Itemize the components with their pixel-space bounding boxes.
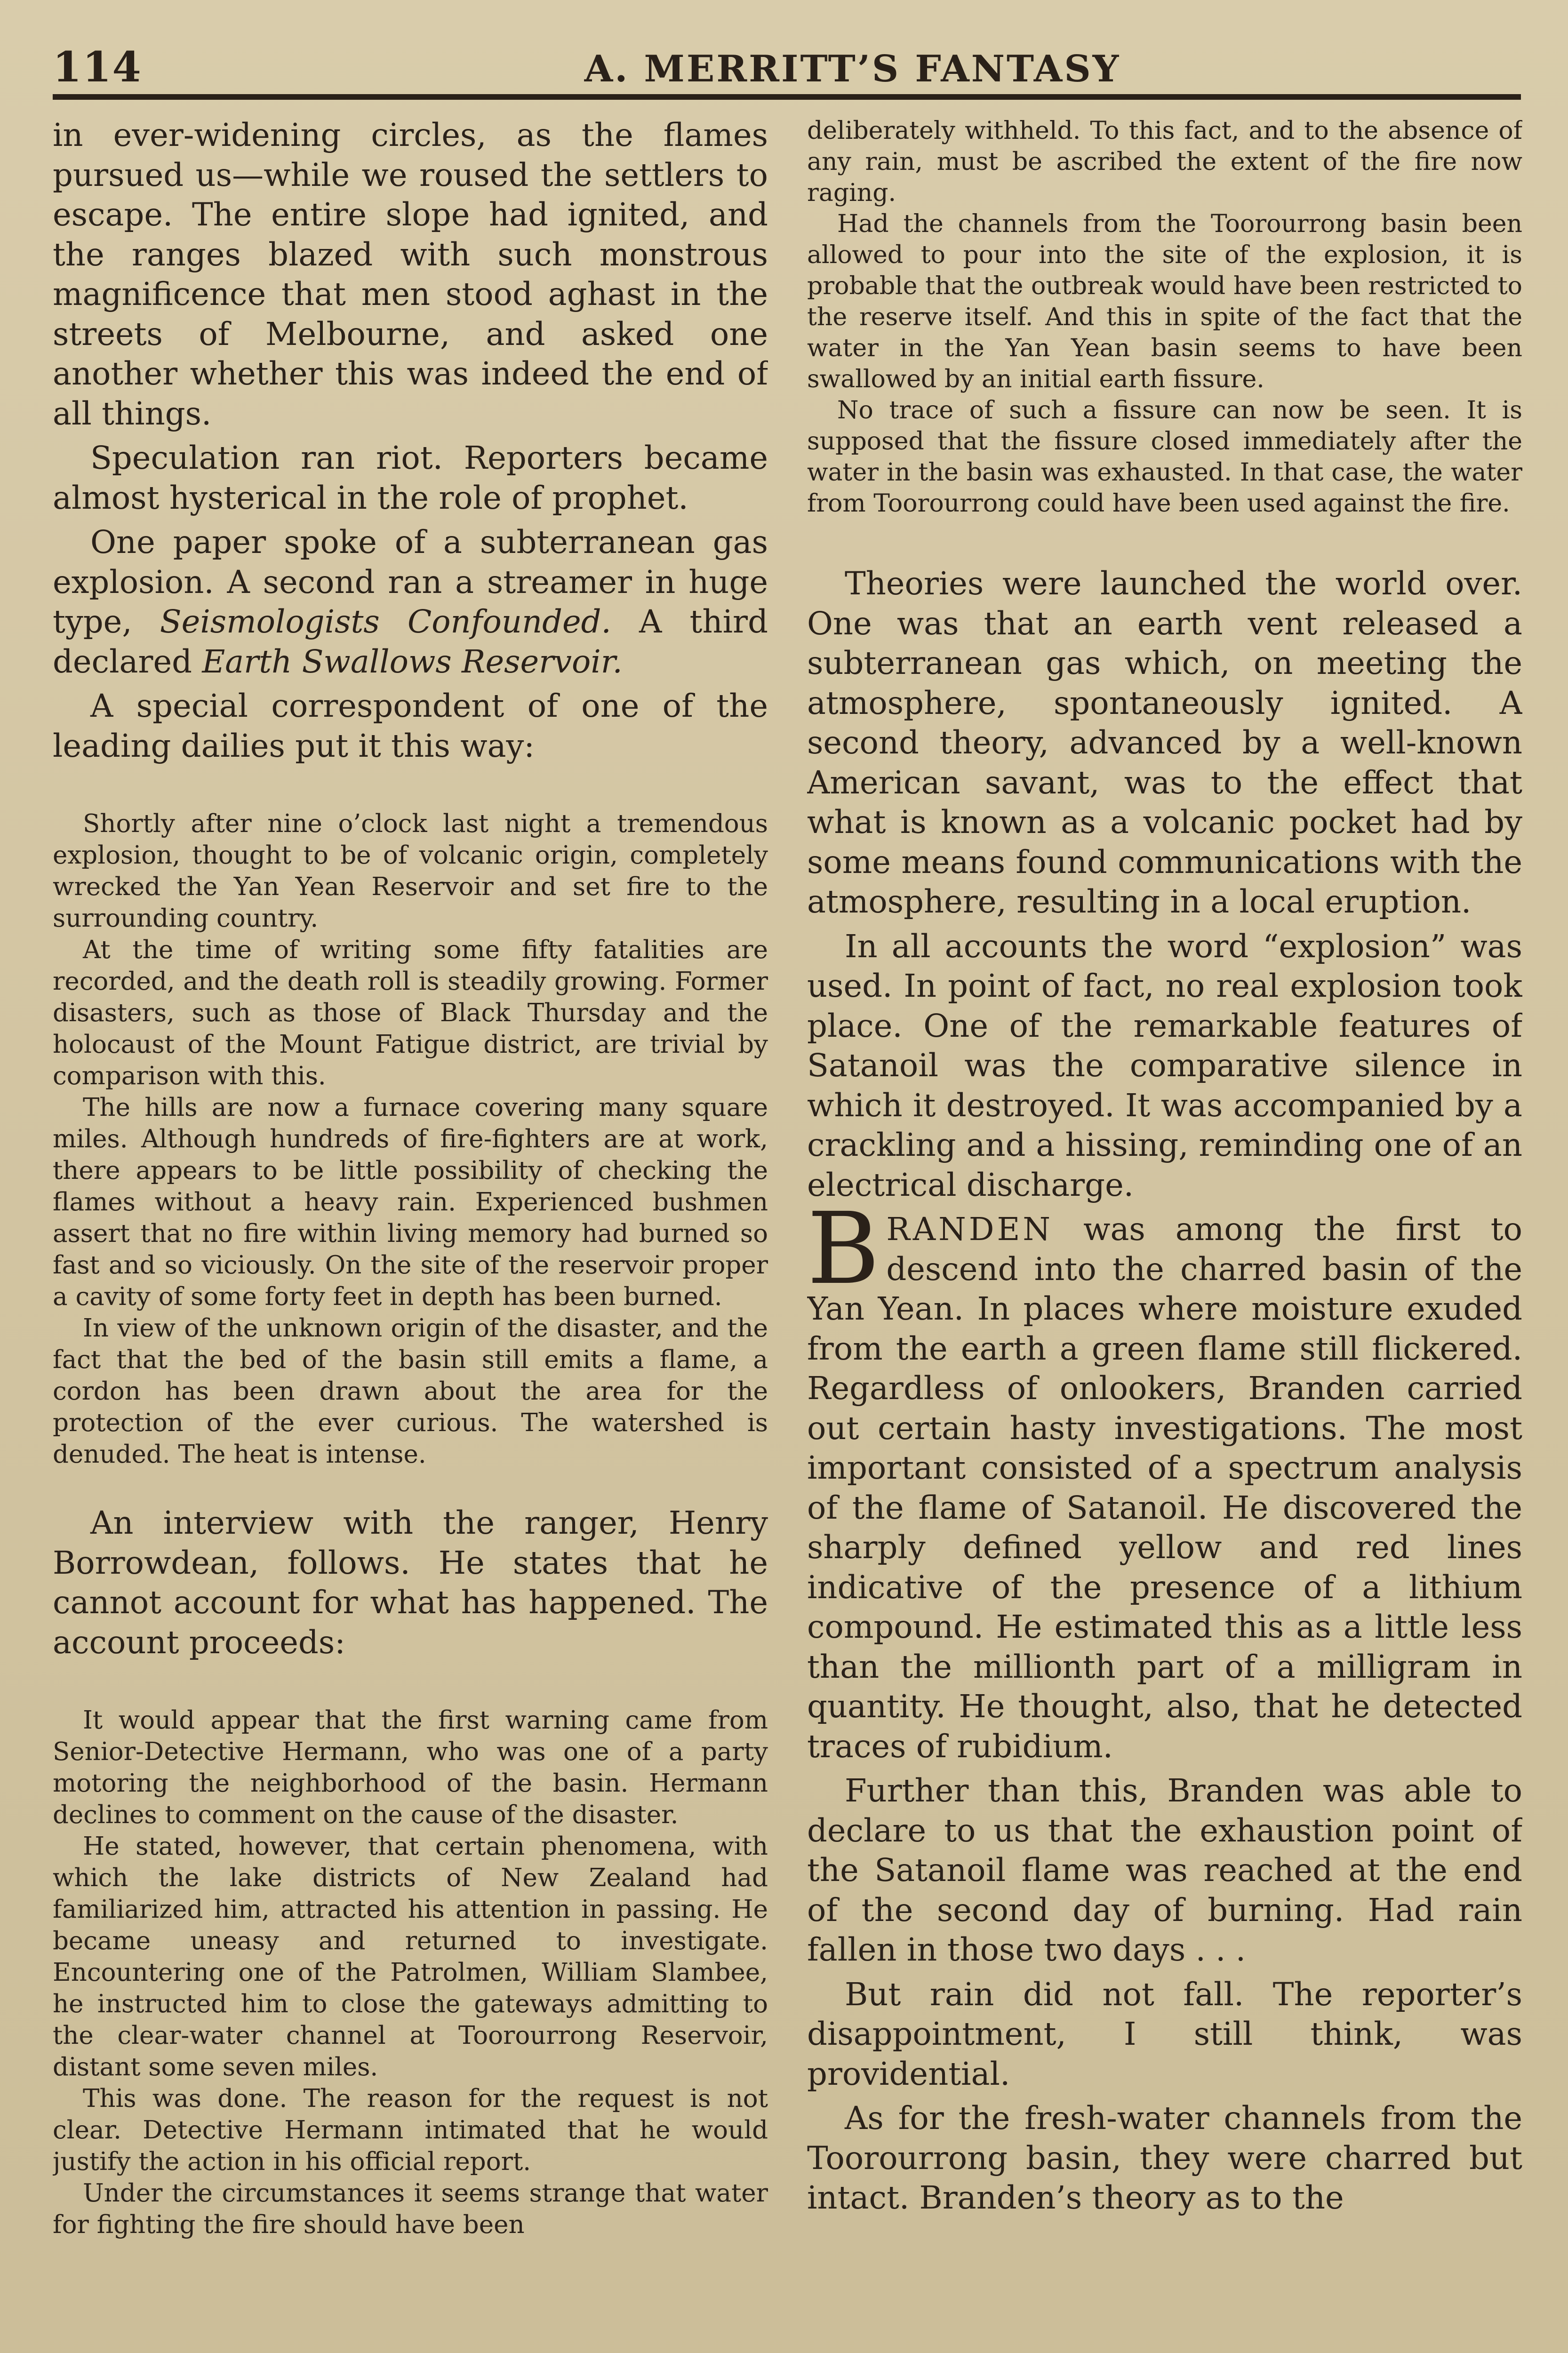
- newspaper-quote: [53, 808, 768, 1470]
- page-number: 114: [53, 42, 142, 91]
- section-paragraph: [807, 1191, 1522, 1766]
- drop-cap: B: [807, 1191, 880, 1306]
- small-caps-word: RANDEN: [886, 1211, 1054, 1248]
- paragraph: A special correspondent of one of the leading dailies put it this way:: [53, 688, 768, 764]
- paragraph: An interview with the ranger, Henry Borrowdean, follows. He states that he cannot account for what has happened. The account proceeds:: [53, 1505, 768, 1661]
- headline-title: Earth Swallows Reservoir.: [202, 643, 623, 680]
- paragraph-text: A third declared: [53, 603, 768, 680]
- paragraph-text: was among the first to descend into the charred basin of the Yan Yean. In places where moisture exuded from the earth a green flame still flickered. Regardless of onlookers, Branden carried out certain hasty investigations. The most important consisted of a spectrum analysis of the flame of Satanoil. He discovered the sharply defined yellow and red lines indicative of the presence of a lithium compound. He estimated this as a little less than the millionth part of a milligram in quantity. He thought, also, that he detected traces of rubidium.: [807, 1211, 1522, 1765]
- paragraph-text: One paper spoke of a subterranean gas explosion. A second ran a streamer in huge type,: [53, 524, 768, 640]
- quote-paragraph: Under the circumstances it seems strange that water for fighting the fire should have been: [53, 2179, 768, 2239]
- paragraph: As for the fresh-water channels from the Toorourrong basin, they were charred but intact. Branden’s theory as to the: [807, 2100, 1522, 2216]
- quote-paragraph: Shortly after nine o’clock last night a tremendous explosion, thought to be of volcanic origin, completely wrecked the Yan Yean Reservoir and set fire to the surrounding country.: [53, 809, 768, 933]
- quote-paragraph: deliberately withheld. To this fact, and to the absence of any rain, must be ascribed the extent of the fire now raging.: [807, 117, 1522, 207]
- quote-paragraph: This was done. The reason for the request is not clear. Detective Hermann intimated that he would justify the action in his official report.: [53, 2084, 768, 2176]
- quote-paragraph: No trace of such a fissure can now be seen. It is supposed that the fissure closed immediately after the water in the basin was exhausted. In that case, the water from Toorourrong could have been used against the fire.: [807, 396, 1522, 518]
- left-column: [53, 115, 768, 2353]
- right-column: [807, 115, 1522, 2353]
- paragraph: [53, 522, 768, 681]
- quote-paragraph: It would appear that the first warning came from Senior-Detective Hermann, who was one of a party motoring the neighborhood of the basin. Hermann declines to comment on the cause of the disaster.: [53, 1706, 768, 1829]
- paragraph: Speculation ran riot. Reporters became almost hysterical in the role of prophet.: [53, 440, 768, 516]
- headline-title: Seismologists Confounded.: [160, 603, 611, 640]
- running-title: A. MERRITT’S FANTASY: [584, 48, 1121, 90]
- newspaper-quote-continued: [807, 115, 1522, 519]
- quote-paragraph: At the time of writing some fifty fatalities are recorded, and the death roll is steadily growing. Former disasters, such as those of Black Thursday and the holocaust of the Mount Fatigue district, are trivial by comparison with this.: [53, 936, 768, 1090]
- quote-paragraph: Had the channels from the Toorourrong basin been allowed to pour into the site of the explosion, it is probable that the outbreak would have been restricted to the reserve itself. And this in spite of the fact that the water in the Yan Yean basin seems to have been swallowed by an initial earth fissure.: [807, 210, 1522, 393]
- paragraph: Theories were launched the world over. One was that an earth vent released a subterranean gas which, on meeting the atmosphere, spontaneously ignited. A second theory, advanced by a well-known American savant, was to the effect that what is known as a volcanic pocket had by some means found communications with the atmosphere, resulting in a local eruption.: [807, 565, 1522, 920]
- paragraph: in ever-widening circles, as the flames pursued us—while we roused the settlers to escape. The entire slope had ignited, and the ranges blazed with such monstrous magnificence that men stood aghast in the streets of Melbourne, and asked one another whether this was indeed the end of all things.: [53, 117, 768, 432]
- paragraph: Further than this, Branden was able to declare to us that the exhaustion point of the Satanoil flame was reached at the end of the second day of burning. Had rain fallen in those two days . . .: [807, 1772, 1522, 1968]
- page-header: [53, 38, 1521, 100]
- quote-paragraph: In view of the unknown origin of the disaster, and the fact that the bed of the basin still emits a flame, a cordon has been drawn about the area for the protection of the ever curious. The watershed is denuded. The heat is intense.: [53, 1314, 768, 1469]
- paragraph: In all accounts the word “explosion” was used. In point of fact, no real explosion took place. One of the remarkable features of Satanoil was the comparative silence in which it destroyed. It was accompanied by a crackling and a hissing, reminding one of an electrical discharge.: [807, 928, 1522, 1203]
- paragraph: But rain did not fall. The reporter’s disappointment, I still think, was providential.: [807, 1976, 1522, 2092]
- newspaper-quote: [53, 1705, 768, 2241]
- quote-paragraph: He stated, however, that certain phenomena, with which the lake districts of New Zealand had familiarized him, attracted his attention in passing. He became uneasy and returned to investigate. Encountering one of the Patrolmen, William Slambee, he instructed him to close the gateways admitting to the clear-water channel at Toorourrong Reservoir, distant some seven miles.: [53, 1832, 768, 2081]
- quote-paragraph: The hills are now a furnace covering many square miles. Although hundreds of fire-fighters are at work, there appears to be little possibility of checking the flames without a heavy rain. Experienced bushmen assert that no fire within living memory had burned so fast and so viciously. On the site of the reservoir proper a cavity of some forty feet in depth has been burned.: [53, 1093, 768, 1311]
